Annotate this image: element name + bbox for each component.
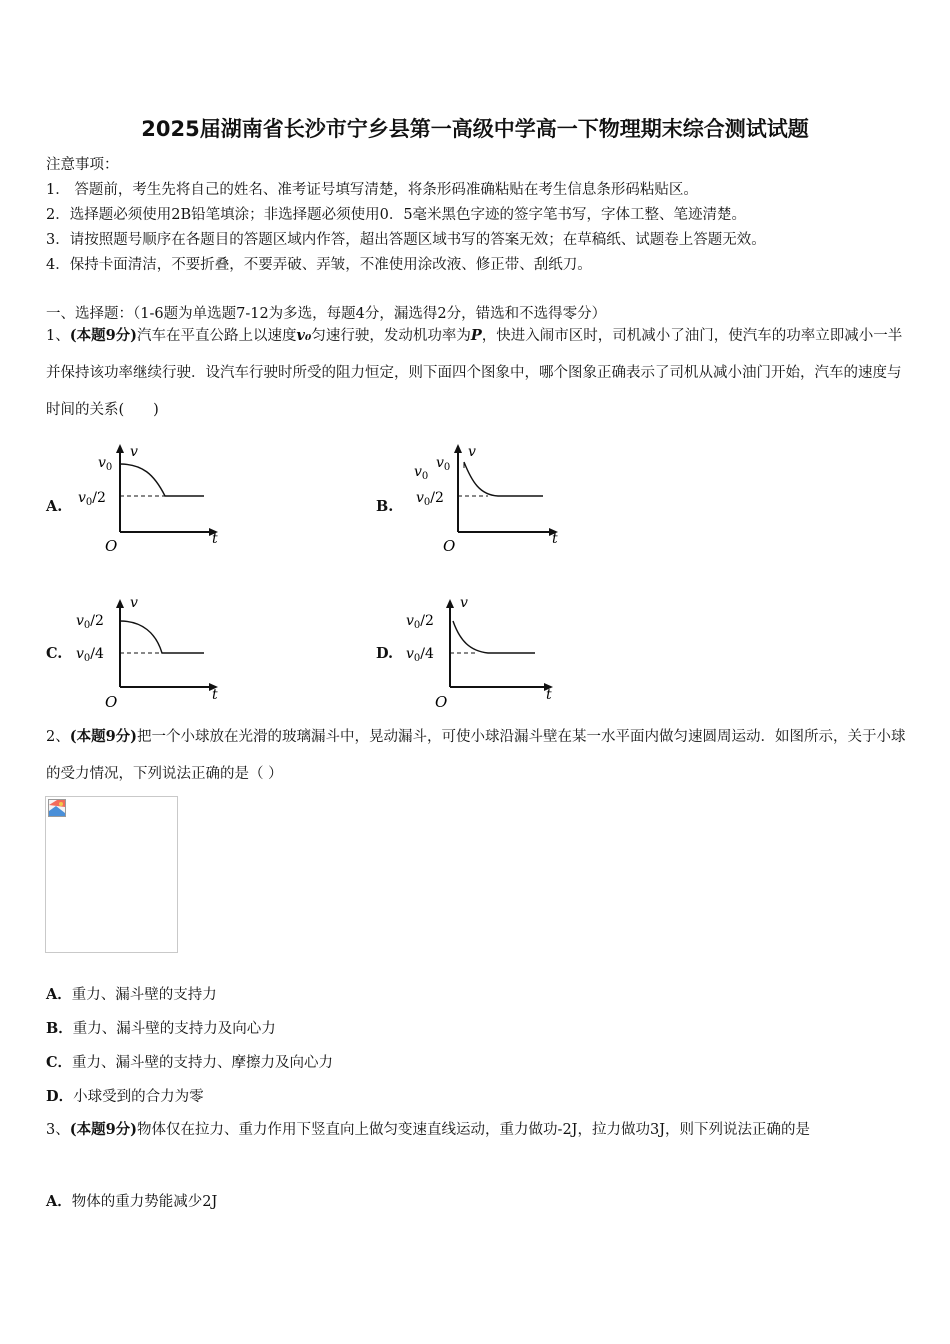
graph-c: [70, 593, 222, 711]
graph-b-origin: O: [443, 537, 456, 555]
graph-b-y-label: v: [468, 444, 476, 460]
broken-image-icon: [48, 799, 66, 817]
graph-b-top-label: $v_0$: [436, 455, 451, 473]
graph-a-y-arrow: [116, 444, 124, 453]
q2-option-b: B．重力、漏斗壁的支持力及向心力: [46, 1020, 276, 1037]
option-c-label: C.: [46, 645, 63, 662]
question-2-number: 2、: [46, 729, 70, 745]
graph-a-origin: O: [105, 537, 118, 555]
graph-a-x-label: t: [212, 531, 218, 547]
graph-a: [70, 440, 220, 555]
notice-heading: 注意事项：: [46, 157, 119, 173]
q2-option-c: C．重力、漏斗壁的支持力、摩擦力及向心力: [46, 1054, 334, 1071]
q3-option-a: A．物体的重力势能减少2J: [46, 1193, 218, 1210]
question-1-text-c: ，快进入闹市区时，司机减小了油门，使汽车的功率立即减小一半并保持该功率继续行驶．设汽车行驶时所受的阻力恒定，则下面四个图象中，哪个图象正确表示了司机从减小油门开始，汽车的速度与时间的关系( ): [46, 328, 903, 418]
q2-option-d: D．小球受到的合力为零: [46, 1088, 204, 1105]
question-1-v0: v₀: [296, 327, 312, 344]
question-1-text-b: 匀速行驶，发动机功率为: [311, 328, 471, 344]
graph-c-curve: [120, 621, 204, 653]
graph-b: [408, 440, 560, 555]
graph-a-y-label: v: [130, 444, 138, 460]
question-2: [46, 718, 908, 793]
graph-c-top-label: $v_0/2$: [76, 613, 104, 631]
graph-c-origin: O: [105, 693, 118, 711]
graph-d-y-arrow: [446, 599, 454, 608]
graph-d-x-label: t: [546, 687, 552, 703]
graph-a-curve: [120, 464, 204, 496]
graph-b-curve: [464, 462, 543, 496]
graph-c-y-arrow: [116, 599, 124, 608]
graph-b-top-label-left: $v_0$: [414, 464, 429, 482]
funnel-figure-placeholder: [45, 796, 178, 953]
q2-option-a: A．重力、漏斗壁的支持力: [46, 986, 217, 1003]
notice-item-4: 4．保持卡面清洁，不要折叠，不要弄破、弄皱，不准使用涂改液、修正带、刮纸刀。: [46, 257, 592, 273]
notice-item-3: 3．请按照题号顺序在各题目的答题区域内作答，超出答题区域书写的答案无效；在草稿纸、试题卷上答题无效。: [46, 232, 766, 248]
graph-d: [400, 593, 560, 711]
page-title: 2025届湖南省长沙市宁乡县第一高级中学高一下物理期末综合测试试题: [141, 117, 809, 141]
graph-a-mid-label: $v_0/2$: [78, 490, 106, 508]
question-1-number: 1、: [46, 328, 70, 344]
notice-item-2: 2．选择题必须使用2B铅笔填涂；非选择题必须使用0．5毫米黑色字迹的签字笔书写，字体工整、笔迹清楚。: [46, 207, 747, 223]
graph-a-top-label: $v_0$: [98, 455, 113, 473]
notice-item-1: 1． 答题前，考生先将自己的姓名、准考证号填写清楚，将条形码准确粘贴在考生信息条形码粘贴区。: [46, 182, 698, 198]
graph-c-y-label: v: [130, 595, 138, 611]
section-heading: 一、选择题：（1-6题为单选题7-12为多选，每题4分，漏选得2分，错选和不选得零分）: [46, 306, 607, 322]
graph-d-mid-label: $v_0/4$: [406, 646, 434, 664]
graph-d-curve: [453, 621, 535, 653]
graph-b-y-arrow: [454, 444, 462, 453]
graph-b-mid-label: $v_0/2$: [416, 490, 444, 508]
graph-d-origin: O: [435, 693, 448, 711]
question-1-score: (本题9分): [69, 327, 138, 344]
option-d-label: D.: [376, 645, 394, 662]
graph-c-mid-label: $v_0/4$: [76, 646, 104, 664]
graph-c-x-label: t: [212, 687, 218, 703]
question-1-power: P: [470, 327, 482, 344]
question-3-score: (本题9分): [69, 1121, 138, 1138]
question-1-text-a: 汽车在平直公路上以速度: [137, 328, 297, 344]
question-3-number: 3、: [46, 1122, 70, 1138]
question-2-text: 把一个小球放在光滑的玻璃漏斗中，晃动漏斗，可使小球沿漏斗壁在某一水平面内做匀速圆周运动．如图所示，关于小球的受力情况，下列说法正确的是（ ）: [46, 729, 906, 782]
question-2-score: (本题9分): [69, 728, 138, 745]
graph-d-y-label: v: [460, 595, 468, 611]
graph-d-top-label: $v_0/2$: [406, 613, 434, 631]
option-a-label: A.: [46, 498, 63, 515]
option-b-label: B.: [376, 498, 394, 515]
graph-b-x-label: t: [552, 531, 558, 547]
question-3: [46, 1111, 908, 1149]
question-3-text: 物体仅在拉力、重力作用下竖直向上做匀变速直线运动，重力做功-2J，拉力做功3J，则下列说法正确的是: [137, 1122, 811, 1138]
question-1: [46, 317, 908, 429]
